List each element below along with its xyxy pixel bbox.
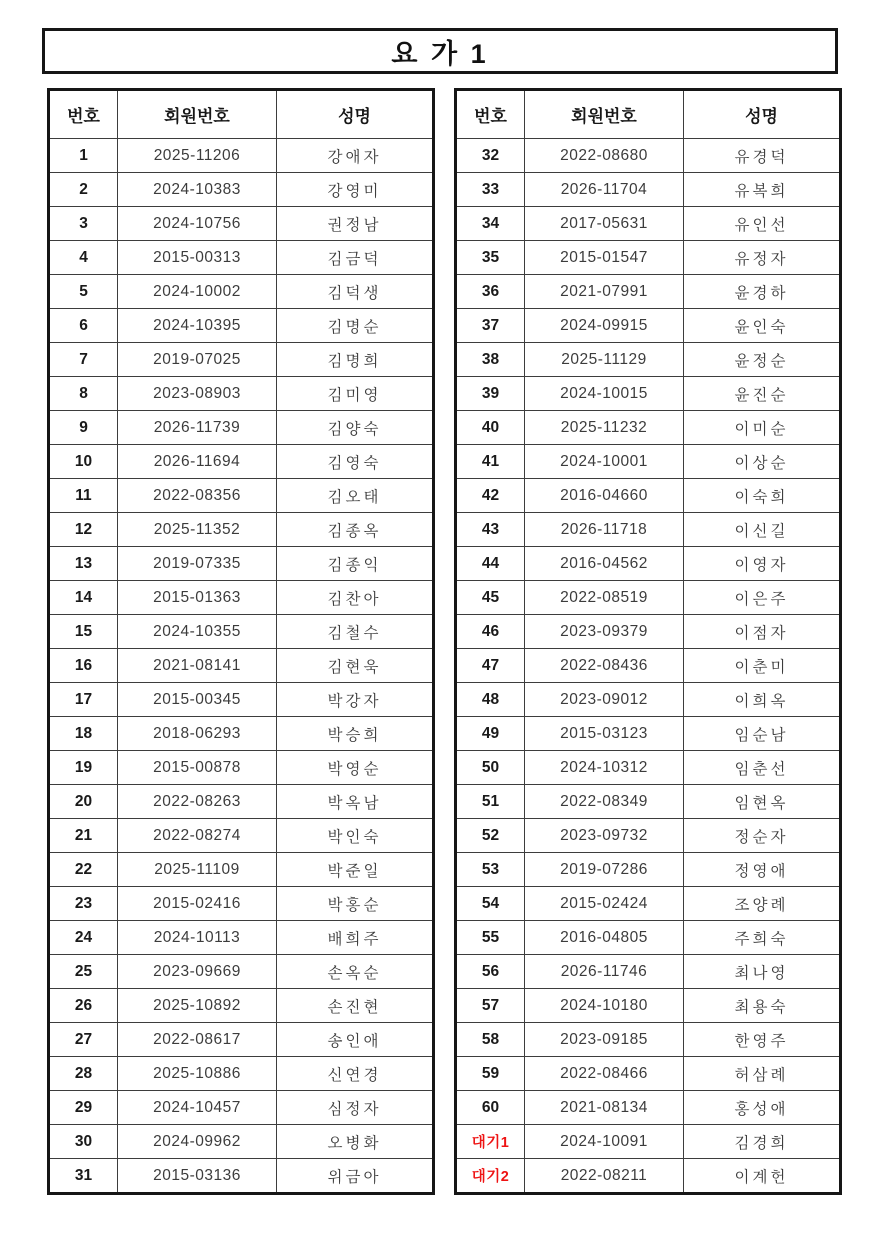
member-id-cell: 2024-10457 (118, 1091, 277, 1125)
column-header-name: 성명 (277, 90, 434, 139)
table-row (49, 445, 434, 479)
row-number-cell: 20 (49, 785, 118, 819)
name-cell: 김철수 (277, 615, 434, 649)
table-row (456, 479, 841, 513)
table-row (49, 853, 434, 887)
table-row (456, 547, 841, 581)
member-id-cell: 2024-10312 (525, 751, 684, 785)
member-id-cell: 2015-03136 (118, 1159, 277, 1194)
row-number-cell: 44 (456, 547, 525, 581)
name-cell: 최용숙 (684, 989, 841, 1023)
row-number-cell: 46 (456, 615, 525, 649)
row-number-cell: 25 (49, 955, 118, 989)
name-cell: 임현옥 (684, 785, 841, 819)
row-number-cell: 53 (456, 853, 525, 887)
row-number-cell: 40 (456, 411, 525, 445)
row-number-cell: 42 (456, 479, 525, 513)
row-number-cell: 51 (456, 785, 525, 819)
member-id-cell: 2025-10886 (118, 1057, 277, 1091)
member-id-cell: 2016-04805 (525, 921, 684, 955)
name-cell: 이은주 (684, 581, 841, 615)
header-row (49, 90, 434, 139)
name-cell: 심정자 (277, 1091, 434, 1125)
table-row (49, 683, 434, 717)
member-id-cell: 2015-00878 (118, 751, 277, 785)
table-row (49, 955, 434, 989)
table-row (456, 411, 841, 445)
row-number-cell: 49 (456, 717, 525, 751)
member-id-cell: 2024-10002 (118, 275, 277, 309)
name-cell: 윤정순 (684, 343, 841, 377)
table-row (49, 649, 434, 683)
member-id-cell: 2016-04562 (525, 547, 684, 581)
member-id-cell: 2022-08466 (525, 1057, 684, 1091)
name-cell: 유복희 (684, 173, 841, 207)
member-id-cell: 2019-07335 (118, 547, 277, 581)
row-number-cell: 54 (456, 887, 525, 921)
row-number-cell: 47 (456, 649, 525, 683)
row-number-cell: 31 (49, 1159, 118, 1194)
member-id-cell: 2023-09669 (118, 955, 277, 989)
name-cell: 최나영 (684, 955, 841, 989)
table-row (49, 309, 434, 343)
member-id-cell: 2024-09962 (118, 1125, 277, 1159)
name-cell: 김영숙 (277, 445, 434, 479)
member-id-cell: 2025-11352 (118, 513, 277, 547)
row-number-cell: 7 (49, 343, 118, 377)
name-cell: 주희숙 (684, 921, 841, 955)
table-row (49, 377, 434, 411)
row-number-cell: 17 (49, 683, 118, 717)
row-number-cell: 18 (49, 717, 118, 751)
name-cell: 임춘선 (684, 751, 841, 785)
table-row (49, 173, 434, 207)
row-number-cell: 8 (49, 377, 118, 411)
member-id-cell: 2021-08141 (118, 649, 277, 683)
name-cell: 홍성애 (684, 1091, 841, 1125)
name-cell: 유인선 (684, 207, 841, 241)
table-row (49, 1159, 434, 1194)
row-number-cell: 11 (49, 479, 118, 513)
table-row (456, 581, 841, 615)
row-number-cell: 14 (49, 581, 118, 615)
row-number-cell: 29 (49, 1091, 118, 1125)
table-row (456, 683, 841, 717)
name-cell: 이숙희 (684, 479, 841, 513)
member-id-cell: 2023-09379 (525, 615, 684, 649)
table-row (49, 819, 434, 853)
row-number-cell: 21 (49, 819, 118, 853)
row-number-cell: 58 (456, 1023, 525, 1057)
name-cell: 오병화 (277, 1125, 434, 1159)
table-row (456, 853, 841, 887)
table-row (456, 649, 841, 683)
table-row (49, 547, 434, 581)
name-cell: 강애자 (277, 139, 434, 173)
table-row (456, 785, 841, 819)
member-id-cell: 2022-08519 (525, 581, 684, 615)
row-number-cell: 39 (456, 377, 525, 411)
name-cell: 허삼례 (684, 1057, 841, 1091)
name-cell: 윤경하 (684, 275, 841, 309)
row-number-cell: 35 (456, 241, 525, 275)
name-cell: 손진현 (277, 989, 434, 1023)
member-id-cell: 2026-11694 (118, 445, 277, 479)
member-id-cell: 2015-00345 (118, 683, 277, 717)
table-row (456, 445, 841, 479)
table-row (49, 207, 434, 241)
name-cell: 임순남 (684, 717, 841, 751)
page-title: 요 가 1 (391, 38, 489, 69)
name-cell: 위금아 (277, 1159, 434, 1194)
column-header-no: 번호 (456, 90, 525, 139)
table-row (49, 241, 434, 275)
member-id-cell: 2024-10113 (118, 921, 277, 955)
name-cell: 이신길 (684, 513, 841, 547)
row-number-cell: 57 (456, 989, 525, 1023)
row-number-cell: 45 (456, 581, 525, 615)
name-cell: 이희옥 (684, 683, 841, 717)
member-id-cell: 2016-04660 (525, 479, 684, 513)
row-number-cell: 37 (456, 309, 525, 343)
row-number-cell: 2 (49, 173, 118, 207)
row-number-cell: 59 (456, 1057, 525, 1091)
table-row (49, 615, 434, 649)
name-cell: 박홍순 (277, 887, 434, 921)
member-id-cell: 2023-09185 (525, 1023, 684, 1057)
row-number-cell: 6 (49, 309, 118, 343)
name-cell: 강영미 (277, 173, 434, 207)
row-number-cell: 4 (49, 241, 118, 275)
table-row (456, 1091, 841, 1125)
row-number-cell: 48 (456, 683, 525, 717)
name-cell: 박영순 (277, 751, 434, 785)
row-number-cell: 41 (456, 445, 525, 479)
name-cell: 김찬아 (277, 581, 434, 615)
member-id-cell: 2025-11232 (525, 411, 684, 445)
name-cell: 권정남 (277, 207, 434, 241)
name-cell: 김명희 (277, 343, 434, 377)
table-row (456, 343, 841, 377)
row-number-cell: 3 (49, 207, 118, 241)
table-row (456, 887, 841, 921)
column-header-no: 번호 (49, 90, 118, 139)
name-cell: 김미영 (277, 377, 434, 411)
member-id-cell: 2021-08134 (525, 1091, 684, 1125)
table-row (49, 717, 434, 751)
name-cell: 김명순 (277, 309, 434, 343)
member-id-cell: 2024-10355 (118, 615, 277, 649)
name-cell: 박인숙 (277, 819, 434, 853)
table-row (49, 513, 434, 547)
name-cell: 김경희 (684, 1125, 841, 1159)
member-id-cell: 2025-11129 (525, 343, 684, 377)
row-number-cell: 16 (49, 649, 118, 683)
row-number-cell: 26 (49, 989, 118, 1023)
table-row (49, 275, 434, 309)
member-id-cell: 2026-11704 (525, 173, 684, 207)
member-id-cell: 2019-07025 (118, 343, 277, 377)
roster-table-right (454, 88, 842, 1195)
row-number-cell: 28 (49, 1057, 118, 1091)
roster-table-left (47, 88, 435, 1195)
name-cell: 김종익 (277, 547, 434, 581)
name-cell: 송인애 (277, 1023, 434, 1057)
table-row (456, 955, 841, 989)
table-row (49, 1091, 434, 1125)
table-row (456, 275, 841, 309)
table-row (49, 411, 434, 445)
table-row (456, 1023, 841, 1057)
name-cell: 이계헌 (684, 1159, 841, 1194)
row-number-cell: 12 (49, 513, 118, 547)
member-id-cell: 2024-10001 (525, 445, 684, 479)
row-number-cell: 34 (456, 207, 525, 241)
row-number-cell: 27 (49, 1023, 118, 1057)
name-cell: 김현욱 (277, 649, 434, 683)
member-id-cell: 2019-07286 (525, 853, 684, 887)
table-row (456, 819, 841, 853)
table-row (49, 139, 434, 173)
member-id-cell: 2017-05631 (525, 207, 684, 241)
member-id-cell: 2026-11739 (118, 411, 277, 445)
name-cell: 김양숙 (277, 411, 434, 445)
roster-tables (42, 88, 838, 1195)
member-id-cell: 2015-02416 (118, 887, 277, 921)
member-id-cell: 2024-09915 (525, 309, 684, 343)
member-id-cell: 2022-08349 (525, 785, 684, 819)
member-id-cell: 2024-10383 (118, 173, 277, 207)
member-id-cell: 2023-09012 (525, 683, 684, 717)
table-row (49, 887, 434, 921)
member-id-cell: 2015-02424 (525, 887, 684, 921)
table-row (456, 241, 841, 275)
member-id-cell: 2022-08274 (118, 819, 277, 853)
table-row (456, 921, 841, 955)
name-cell: 박승희 (277, 717, 434, 751)
row-number-cell: 대기2 (456, 1159, 525, 1194)
row-number-cell: 55 (456, 921, 525, 955)
table-row (456, 1159, 841, 1194)
row-number-cell: 24 (49, 921, 118, 955)
row-number-cell: 13 (49, 547, 118, 581)
row-number-cell: 5 (49, 275, 118, 309)
row-number-cell: 9 (49, 411, 118, 445)
member-id-cell: 2024-10015 (525, 377, 684, 411)
member-id-cell: 2025-10892 (118, 989, 277, 1023)
name-cell: 신연경 (277, 1057, 434, 1091)
member-id-cell: 2025-11109 (118, 853, 277, 887)
row-number-cell: 43 (456, 513, 525, 547)
header-row (456, 90, 841, 139)
row-number-cell: 10 (49, 445, 118, 479)
member-id-cell: 2022-08436 (525, 649, 684, 683)
name-cell: 김덕생 (277, 275, 434, 309)
name-cell: 조양례 (684, 887, 841, 921)
member-id-cell: 2021-07991 (525, 275, 684, 309)
table-row (49, 989, 434, 1023)
member-id-cell: 2026-11746 (525, 955, 684, 989)
name-cell: 윤인숙 (684, 309, 841, 343)
table-row (456, 173, 841, 207)
row-number-cell: 33 (456, 173, 525, 207)
table-row (456, 309, 841, 343)
row-number-cell: 60 (456, 1091, 525, 1125)
name-cell: 이춘미 (684, 649, 841, 683)
column-header-member-id: 회원번호 (118, 90, 277, 139)
member-id-cell: 2015-00313 (118, 241, 277, 275)
table-row (456, 717, 841, 751)
table-row (456, 751, 841, 785)
row-number-cell: 50 (456, 751, 525, 785)
table-row (49, 751, 434, 785)
member-id-cell: 2024-10756 (118, 207, 277, 241)
table-row (456, 207, 841, 241)
table-row (456, 1057, 841, 1091)
table-row (49, 1057, 434, 1091)
column-header-name: 성명 (684, 90, 841, 139)
row-number-cell: 15 (49, 615, 118, 649)
name-cell: 박준일 (277, 853, 434, 887)
table-row (456, 1125, 841, 1159)
name-cell: 정영애 (684, 853, 841, 887)
member-id-cell: 2026-11718 (525, 513, 684, 547)
row-number-cell: 56 (456, 955, 525, 989)
table-row (456, 139, 841, 173)
row-number-cell: 23 (49, 887, 118, 921)
name-cell: 유정자 (684, 241, 841, 275)
name-cell: 정순자 (684, 819, 841, 853)
row-number-cell: 30 (49, 1125, 118, 1159)
table-row (456, 377, 841, 411)
member-id-cell: 2024-10395 (118, 309, 277, 343)
name-cell: 김금덕 (277, 241, 434, 275)
member-id-cell: 2022-08617 (118, 1023, 277, 1057)
row-number-cell: 52 (456, 819, 525, 853)
page-title-box (42, 28, 838, 74)
member-id-cell: 2022-08356 (118, 479, 277, 513)
table-row (49, 343, 434, 377)
table-row (456, 513, 841, 547)
table-row (49, 1023, 434, 1057)
row-number-cell: 32 (456, 139, 525, 173)
name-cell: 손옥순 (277, 955, 434, 989)
member-id-cell: 2022-08263 (118, 785, 277, 819)
name-cell: 이미순 (684, 411, 841, 445)
name-cell: 김오태 (277, 479, 434, 513)
member-id-cell: 2015-01547 (525, 241, 684, 275)
name-cell: 이점자 (684, 615, 841, 649)
name-cell: 윤진순 (684, 377, 841, 411)
row-number-cell: 22 (49, 853, 118, 887)
member-id-cell: 2023-08903 (118, 377, 277, 411)
name-cell: 박강자 (277, 683, 434, 717)
row-number-cell: 19 (49, 751, 118, 785)
member-id-cell: 2022-08680 (525, 139, 684, 173)
name-cell: 박옥남 (277, 785, 434, 819)
member-id-cell: 2025-11206 (118, 139, 277, 173)
column-header-member-id: 회원번호 (525, 90, 684, 139)
row-number-cell: 1 (49, 139, 118, 173)
name-cell: 유경덕 (684, 139, 841, 173)
table-row (456, 615, 841, 649)
member-id-cell: 2015-01363 (118, 581, 277, 615)
member-id-cell: 2024-10091 (525, 1125, 684, 1159)
member-id-cell: 2018-06293 (118, 717, 277, 751)
member-id-cell: 2022-08211 (525, 1159, 684, 1194)
member-id-cell: 2024-10180 (525, 989, 684, 1023)
table-row (49, 581, 434, 615)
table-row (49, 921, 434, 955)
row-number-cell: 36 (456, 275, 525, 309)
name-cell: 이상순 (684, 445, 841, 479)
row-number-cell: 대기1 (456, 1125, 525, 1159)
table-row (49, 1125, 434, 1159)
name-cell: 배희주 (277, 921, 434, 955)
name-cell: 김종옥 (277, 513, 434, 547)
table-row (456, 989, 841, 1023)
name-cell: 이영자 (684, 547, 841, 581)
table-row (49, 479, 434, 513)
row-number-cell: 38 (456, 343, 525, 377)
member-id-cell: 2015-03123 (525, 717, 684, 751)
table-row (49, 785, 434, 819)
name-cell: 한영주 (684, 1023, 841, 1057)
member-id-cell: 2023-09732 (525, 819, 684, 853)
